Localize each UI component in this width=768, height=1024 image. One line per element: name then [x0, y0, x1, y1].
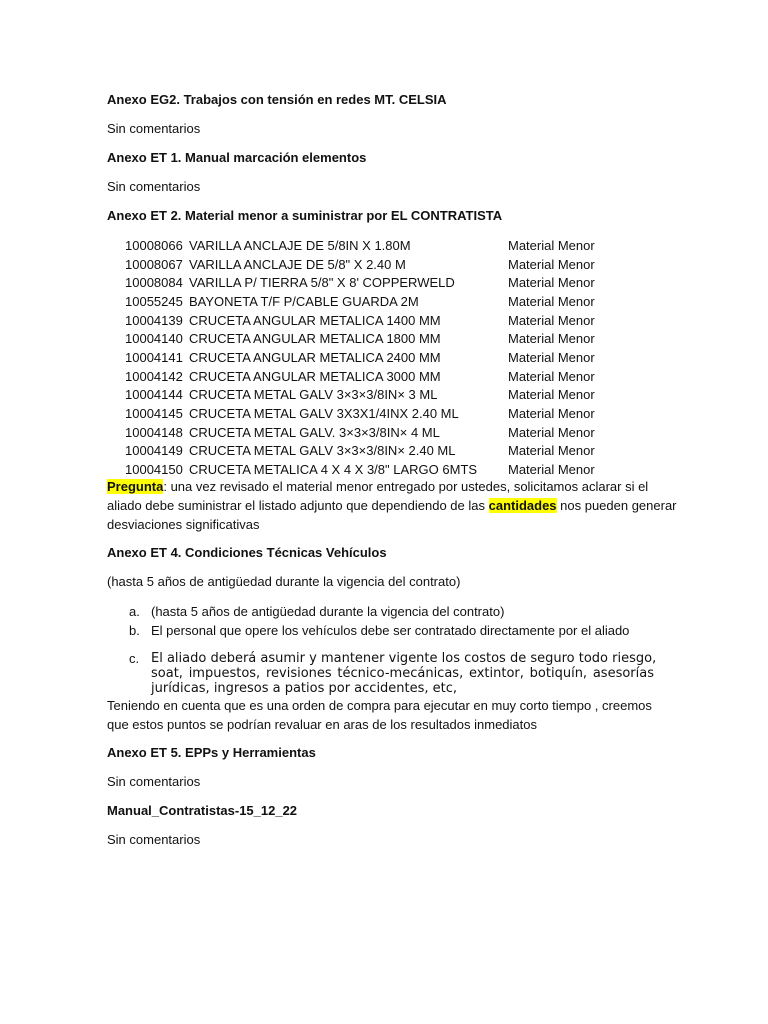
question-line: desviaciones significativas: [107, 517, 260, 532]
material-code: 10004149: [125, 443, 183, 458]
material-description: VARILLA P/ TIERRA 5/8" X 8' COPPERWELD: [189, 275, 455, 290]
material-row: [125, 368, 595, 386]
et2-heading: Anexo ET 2. Material menor a suministrar por EL CONTRATISTA: [107, 208, 503, 223]
material-description: CRUCETA ANGULAR METALICA 2400 MM: [189, 350, 441, 365]
material-description: CRUCETA METALICA 4 X 4 X 3/8" LARGO 6MTS: [189, 462, 478, 477]
question-label: Pregunta: [107, 479, 164, 494]
material-category: Material Menor: [508, 313, 595, 328]
material-category: Material Menor: [508, 406, 595, 421]
material-description: CRUCETA METAL GALV 3X3X1/4INX 2.40 ML: [189, 406, 459, 421]
material-row: [125, 386, 595, 404]
material-code: 10004145: [125, 406, 183, 421]
material-category: Material Menor: [508, 257, 595, 272]
material-description: CRUCETA METAL GALV 3×3×3/8IN× 2.40 ML: [189, 443, 456, 458]
list-text: (hasta 5 años de antigüedad durante la vigencia del contrato): [151, 604, 505, 619]
question-line: [107, 478, 648, 496]
material-code: 10004142: [125, 369, 183, 384]
highlighted-term: cantidades: [488, 498, 557, 513]
manual-heading: Manual_Contratistas-15_12_22: [107, 803, 298, 818]
material-category: Material Menor: [508, 462, 595, 477]
et4-heading: Anexo ET 4. Condiciones Técnicas Vehículos: [107, 545, 387, 560]
material-row: [125, 349, 595, 367]
material-row: [125, 293, 595, 311]
material-description: CRUCETA ANGULAR METALICA 1800 MM: [189, 331, 441, 346]
material-category: Material Menor: [508, 443, 595, 458]
material-row: [125, 442, 595, 460]
material-category: Material Menor: [508, 238, 595, 253]
manual-comment: Sin comentarios: [107, 832, 201, 847]
material-category: Material Menor: [508, 350, 595, 365]
list-marker: b.: [129, 623, 140, 638]
material-code: 10055245: [125, 294, 183, 309]
eg2-comment: Sin comentarios: [107, 121, 201, 136]
material-description: CRUCETA ANGULAR METALICA 1400 MM: [189, 313, 441, 328]
question-text: nos pueden generar: [556, 498, 677, 513]
list-item-c-text: [151, 651, 657, 696]
material-description: BAYONETA T/F P/CABLE GUARDA 2M: [189, 294, 419, 309]
et1-heading: Anexo ET 1. Manual marcación elementos: [107, 150, 367, 165]
et4-comment-line: Teniendo en cuenta que es una orden de compra para ejecutar en muy corto tiempo , creemos: [107, 698, 652, 713]
material-row: [125, 256, 595, 274]
material-row: [125, 330, 595, 348]
list-item: [129, 622, 629, 640]
list-marker: a.: [129, 604, 140, 619]
material-row: [125, 312, 595, 330]
material-code: 10004144: [125, 387, 183, 402]
material-category: Material Menor: [508, 425, 595, 440]
material-description: CRUCETA ANGULAR METALICA 3000 MM: [189, 369, 441, 384]
et5-comment: Sin comentarios: [107, 774, 201, 789]
et4-comment-line: que estos puntos se podrían revaluar en aras de los resultados inmediatos: [107, 717, 537, 732]
material-category: Material Menor: [508, 294, 595, 309]
et4-intro: (hasta 5 años de antigüedad durante la vigencia del contrato): [107, 574, 461, 589]
list-text: jurídicas, ingresos a patios por accidentes, etc,: [151, 681, 458, 696]
question-text: : una vez revisado el material menor entregado por ustedes, solicitamos aclarar si el: [163, 479, 649, 494]
et5-heading: Anexo ET 5. EPPs y Herramientas: [107, 745, 316, 760]
material-description: CRUCETA METAL GALV 3×3×3/8IN× 3 ML: [189, 387, 438, 402]
material-code: 10008067: [125, 257, 183, 272]
material-code: 10004139: [125, 313, 183, 328]
material-code: 10004148: [125, 425, 183, 440]
material-code: 10008084: [125, 275, 183, 290]
question-text: aliado debe suministrar el listado adjunto que dependiendo de las: [107, 498, 489, 513]
material-code: 10004141: [125, 350, 183, 365]
material-description: VARILLA ANCLAJE DE 5/8" X 2.40 M: [189, 257, 406, 272]
material-row: [125, 424, 595, 442]
material-code: 10004150: [125, 462, 183, 477]
list-item: [129, 603, 504, 621]
list-text: El personal que opere los vehículos debe ser contratado directamente por el aliado: [151, 623, 630, 638]
material-category: Material Menor: [508, 275, 595, 290]
list-marker: c.: [129, 651, 140, 666]
list-text: El aliado deberá asumir y mantener vigente los costos de seguro todo riesgo,: [151, 651, 657, 666]
et1-comment: Sin comentarios: [107, 179, 201, 194]
material-row: [125, 274, 595, 292]
material-code: 10004140: [125, 331, 183, 346]
material-category: Material Menor: [508, 331, 595, 346]
material-category: Material Menor: [508, 387, 595, 402]
material-category: Material Menor: [508, 369, 595, 384]
material-row: [125, 461, 595, 479]
material-code: 10008066: [125, 238, 183, 253]
material-description: CRUCETA METAL GALV. 3×3×3/8IN× 4 ML: [189, 425, 440, 440]
material-description: VARILLA ANCLAJE DE 5/8IN X 1.80M: [189, 238, 411, 253]
question-line: [107, 497, 677, 515]
list-text: soat, impuestos, revisiones técnico-mecánicas, extintor, botiquín, asesorías: [151, 666, 654, 681]
material-row: [125, 237, 595, 255]
eg2-heading: Anexo EG2. Trabajos con tensión en redes MT. CELSIA: [107, 92, 447, 107]
material-row: [125, 405, 595, 423]
